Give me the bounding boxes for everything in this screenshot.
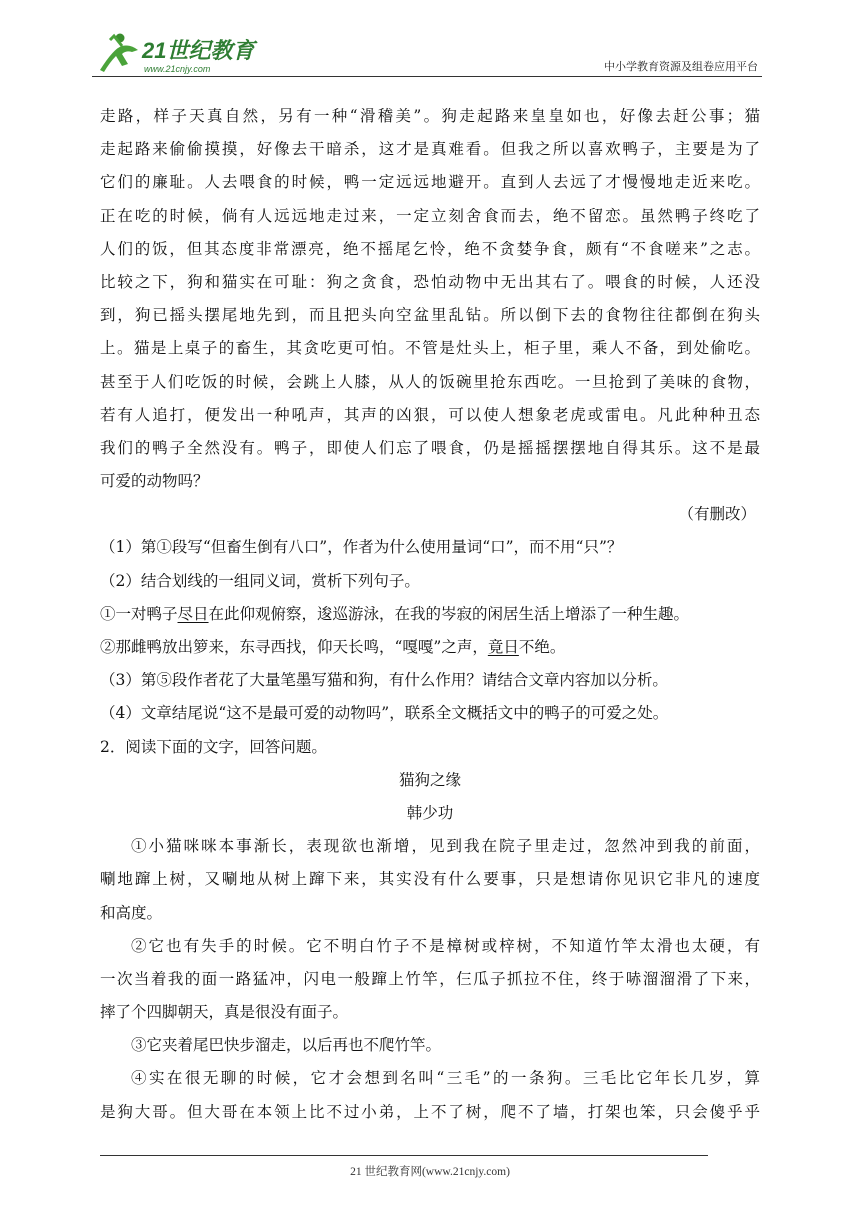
question-1: （1）第①段写“但畜生倒有八口”，作者为什么使用量词“口”，而不用“只”？	[100, 538, 623, 557]
passage-tail	[100, 100, 760, 498]
source-note: （有删改）	[678, 505, 756, 524]
site-logo	[92, 30, 262, 76]
passage-line: 走路，样子天真自然，另有一种“滑稽美”。狗走起路来皇皇如也，好像去赶公事；猫	[100, 107, 760, 125]
paragraph-line: ③它夹着尾巴快步溜走，以后再也不爬竹竿。	[131, 1036, 442, 1055]
logo-url: www.21cnjy.com	[144, 64, 211, 74]
paragraph-line: 唰地蹿上树，又唰地从树上蹿下来，其实没有什么要事，只是想请你见识它非凡的速度	[100, 870, 760, 889]
passage-line: 若有人追打，便发出一种吼声，其声的凶狠，可以使人想象老虎或雷电。凡此种种丑态	[100, 405, 760, 424]
passage-line: 它们的廉耻。人去喂食的时候，鸭一定远远地避开。直到人去远了才慢慢地走近来吃。	[100, 173, 760, 192]
page-footer: 21 世纪教育网(www.21cnjy.com)	[350, 1166, 510, 1178]
footer-divider	[100, 1155, 708, 1156]
logo-wordmark: 21世纪教育	[142, 38, 255, 63]
underlined-word: 尽日	[177, 604, 209, 623]
passage-line: 走起路来偷偷摸摸，好像去干暗杀，这才是真难看。但我之所以喜欢鸭子，主要是为了	[100, 140, 760, 159]
sentence-text: ②那雌鸭放出箩来，东寻西找，仰天长鸣，“嘎嘎”之声，	[100, 638, 488, 656]
article	[100, 764, 760, 1129]
question-2: （2）结合划线的一组同义词，赏析下列句子。	[100, 571, 420, 590]
page-header	[92, 30, 762, 78]
paragraph-line: 是狗大哥。但大哥在本领上比不过小弟，上不了树，爬不了墙，打架也笨，只会傻乎乎	[100, 1102, 760, 1121]
passage-line: 正在吃的时候，倘有人远远地走过来，一定立刻舍食而去，绝不留恋。虽然鸭子终吃了	[100, 206, 760, 225]
sentence-text: 在此仰观俯察，逡巡游泳，在我的岑寂的闲居生活上增添了一种生趣。	[208, 604, 690, 623]
sentence-1	[100, 598, 760, 631]
sentence-2	[100, 631, 760, 664]
sentence-text: 不绝。	[518, 638, 566, 656]
header-divider	[92, 76, 762, 77]
paragraph-line: 一次当着我的面一路猛冲，闪电一般蹿上竹竿，仨瓜子抓拉不住，终于哧溜溜滑了下来，	[100, 969, 760, 988]
article-title: 猫狗之缘	[398, 770, 461, 789]
item-2-heading: 2．阅读下面的文字，回答问题。	[100, 737, 327, 756]
passage-line: 人们的饭，但其态度非常漂亮，绝不摇尾乞怜，绝不贪婪争食，颇有“不食嗟来”之志。	[100, 239, 760, 258]
passage-line: 上。猫是上桌子的畜生，其贪吃更可怕。不管是灶头上，柜子里，乘人不备，到处偷吃。	[100, 339, 760, 358]
question-3: （3）第⑤段作者花了大量笔墨写猫和狗，有什么作用？请结合文章内容加以分析。	[100, 671, 668, 690]
paragraph-line: 和高度。	[100, 903, 163, 922]
passage-line: 我们的鸭子全然没有。鸭子，即使人们忘了喂食，仍是摇摇摆摆地自得其乐。这不是最	[100, 438, 760, 457]
paragraph-line: ④实在很无聊的时候，它才会想到名叫“三毛”的一条狗。三毛比它年长几岁，算	[131, 1069, 760, 1088]
article-author: 韩少功	[406, 803, 454, 822]
paragraph-line: 摔了个四脚朝天，真是很没有面子。	[100, 1003, 349, 1022]
passage-line: 到，狗已摇头摆尾地先到，而且把头向空盆里乱钻。所以倒下去的食物往往都倒在狗头	[100, 306, 760, 325]
passage-line: 比较之下，狗和猫实在可耻：狗之贪食，恐怕动物中无出其右了。喂食的时候，人还没	[100, 272, 760, 291]
question-list	[100, 531, 760, 730]
paragraph-line: ②它也有失手的时候。它不明白竹子不是樟树或梓树，不知道竹竿太滑也太硬，有	[131, 936, 760, 955]
sentence-text: ①一对鸭子	[100, 604, 178, 623]
passage-line: 可爱的动物吗？	[100, 472, 209, 491]
page-content	[100, 100, 760, 1129]
passage-line: 甚至于人们吃饭的时候，会跳上人膝，从人的饭碗里抢东西吃。一旦抢到了美味的食物，	[100, 372, 760, 391]
platform-name: 中小学教育资源及组卷应用平台	[604, 60, 758, 73]
question-4: （4）文章结尾说“这不是最可爱的动物吗”，联系全文概括文中的鸭子的可爱之处。	[100, 704, 669, 723]
underlined-word: 竟日	[487, 638, 519, 656]
paragraph-line: ①小猫咪咪本事渐长，表现欲也渐增，见到我在院子里走过，忽然冲到我的前面，	[131, 837, 760, 856]
